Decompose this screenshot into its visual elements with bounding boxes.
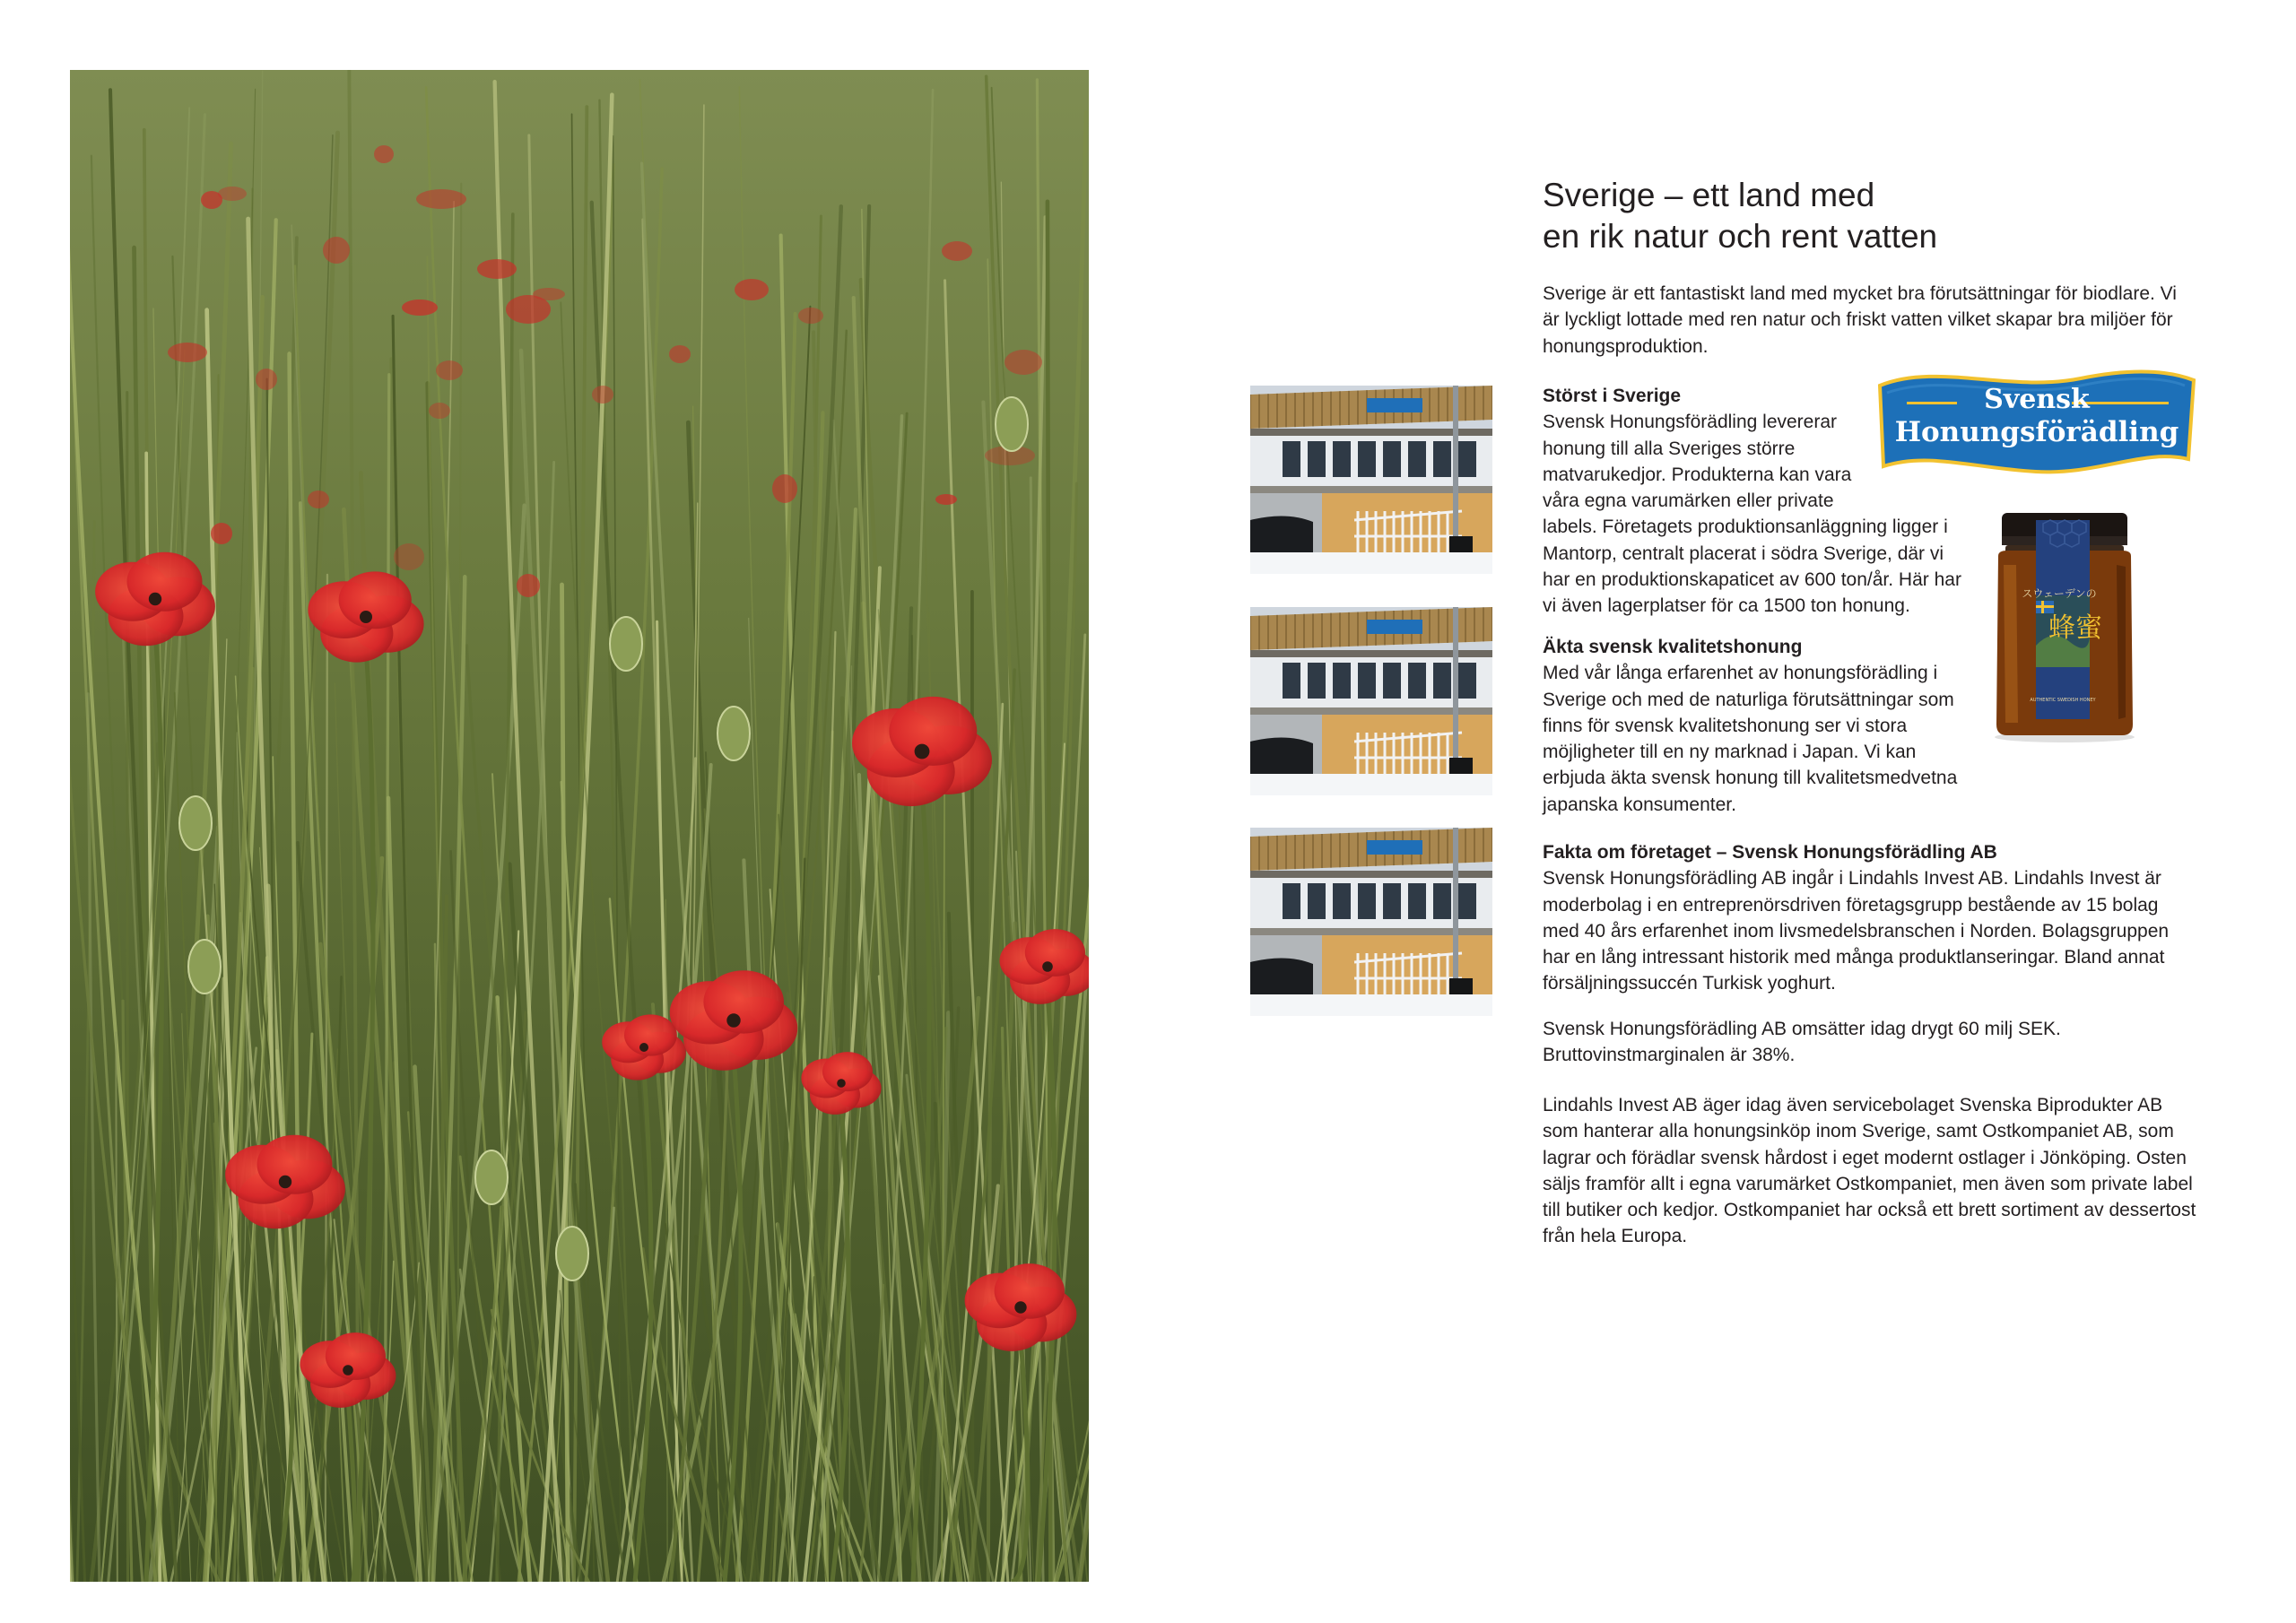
intro-paragraph: Sverige är ett fantastiskt land med mycket bra förutsättningar för biodlare. Vi är lyckligt lottade med ren natur och friskt vatten vilket skapar bra miljöer för honungsproduktion. [1543, 283, 2177, 357]
distant-poppy [416, 189, 466, 209]
poppy-bud [179, 796, 212, 850]
distant-poppy [436, 360, 463, 380]
distant-poppy [374, 145, 394, 163]
poppy-bud [718, 707, 750, 760]
section-heading: Störst i Sverige [1543, 386, 1682, 406]
lindahls-paragraph: Lindahls Invest AB äger idag även servicebolaget Svenska Biprodukter AB som hanterar alla honungsinköp inom Sverige, samt Ostkompaniet AB, som lagrar och förädlar svensk hårdost i eget modernt ostlager i Jönköping. Osten säljs framför allt i egna varumärket Ostkompaniet, men även som private label till butiker och kedjor. Ostkompaniet har också ett brett sortiment av dessertost från hela Europa. [1543, 1095, 2196, 1247]
factory-photo-1 [1250, 386, 1492, 574]
distant-poppy [772, 474, 797, 503]
poppy-bud [188, 940, 221, 994]
page-title [1543, 175, 2197, 257]
distant-poppy [1004, 350, 1042, 375]
poppy-bud [996, 397, 1028, 451]
logo-word-honungsforadling: Honungsförädling [1894, 416, 2179, 448]
distant-poppy [798, 308, 823, 324]
distant-poppy [402, 299, 438, 316]
distant-poppy [256, 369, 277, 390]
jar-small-text: AUTHENTIC SWEDISH HONEY [2030, 698, 2096, 703]
distant-poppy [218, 187, 247, 201]
section-heading: Fakta om företaget – Svensk Honungsförädling AB [1543, 842, 1997, 863]
jar-kanji: 蜂蜜 [2048, 612, 2102, 644]
distant-poppy [429, 403, 450, 419]
section-akta-svensk [1543, 634, 1964, 818]
distant-poppy [935, 494, 957, 505]
title-line-2: en rik natur och rent vatten [1543, 218, 1938, 255]
distant-poppy [394, 543, 424, 570]
distant-poppy [942, 241, 972, 261]
poppy-bud [556, 1227, 588, 1280]
section-storst-i-sverige [1543, 383, 1961, 620]
jar-kana: スウェーデンの [2022, 587, 2097, 600]
honey-jar-photo [1989, 511, 2140, 744]
logo-word-svensk: Svensk [1984, 384, 2090, 415]
poppy-field-photo [70, 70, 1089, 1582]
section-body-narrow: Svensk Honungsförädling levererar honung till alla Sveriges större matvarukedjor. Produkterna kan vara våra egna varumärken eller private [1543, 412, 1852, 512]
section-body-wide: labels. Företagets produktionsanläggning ligger i Mantorp, centralt placerat i södra Sverige, där vi har en produktionskapaticet av 600 ton/år. Här har vi även lagerplatser för ca 1500 ton honung. [1543, 516, 1961, 617]
title-line-1: Sverige – ett land med [1543, 177, 1875, 213]
factory-photo-2 [1250, 607, 1492, 795]
section-fakta [1543, 839, 2197, 997]
section-body: Svensk Honungsförädling AB ingår i Lindahls Invest AB. Lindahls Invest är moderbolag i en entreprenörsdriven företagsgrupp bestående av 15 bolag med 40 års erfarenhet inom livsmedelsbranschen i Norden. Bolagsgruppen har en lång intressant historik med många produktlanseringar. Bland annat försäljningssuccén Turkisk yoghurt. [1543, 868, 2170, 994]
distant-poppy [211, 523, 232, 544]
distant-poppy [735, 279, 769, 300]
poppy-bud [610, 617, 642, 671]
distant-poppy [517, 574, 540, 597]
distant-poppy [592, 386, 613, 404]
distant-poppy [669, 345, 691, 363]
distant-poppy [533, 288, 565, 300]
factory-photo-3 [1250, 828, 1492, 1016]
section-heading: Äkta svensk kvalitetshonung [1543, 637, 1803, 657]
distant-poppy [308, 490, 329, 508]
revenue-paragraph: Svensk Honungsförädling AB omsätter idag drygt 60 milj SEK. Bruttovinstmarginalen är 38%. [1543, 1019, 2061, 1066]
poppy-bud [475, 1150, 508, 1204]
section-body: Med vår långa erfarenhet av honungsförädling i Sverige och med de naturliga förutsättningar som finns för svensk kvalitetshonung ser vi stora möjligheter till en ny marknad i Japan. Vi kan erbjuda äkta svensk honung till kvalitetsmedvetna japanska konsumenter. [1543, 663, 1958, 815]
distant-poppy [168, 343, 207, 362]
distant-poppy [323, 237, 350, 264]
distant-poppy [477, 259, 517, 279]
svensk-honungsforadling-logo [1874, 366, 2199, 482]
